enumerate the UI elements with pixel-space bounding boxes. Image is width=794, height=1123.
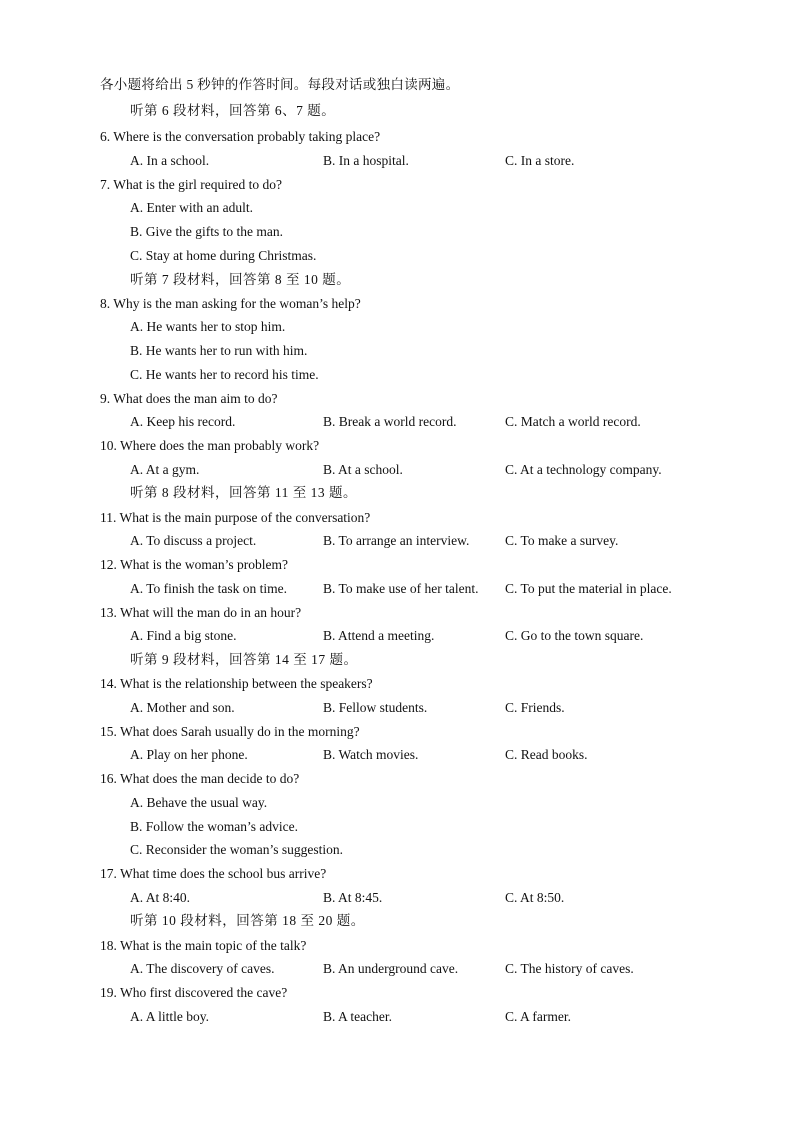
option-7c: C. Stay at home during Christmas. — [130, 248, 317, 263]
option-19b: B. A teacher. — [323, 1009, 392, 1024]
option-19a: A. A little boy. — [130, 1009, 210, 1024]
section-heading-10: 听第 10 段材料，回答第 18 至 20 题。 — [130, 913, 365, 928]
option-16b: B. Follow the woman’s advice. — [130, 819, 298, 834]
option-17c: C. At 8:50. — [505, 890, 565, 905]
option-9a: A. Keep his record. — [130, 414, 236, 429]
section-heading-7: 听第 7 段材料，回答第 8 至 10 题。 — [130, 272, 351, 287]
option-13a: A. Find a big stone. — [130, 628, 237, 643]
question-11: 11. What is the main purpose of the conversation? — [100, 510, 371, 525]
question-7: 7. What is the girl required to do? — [100, 177, 282, 192]
option-6b: B. In a hospital. — [323, 153, 409, 168]
question-8: 8. Why is the man asking for the woman’s help? — [100, 296, 361, 311]
question-12: 12. What is the woman’s problem? — [100, 557, 288, 572]
option-7a: A. Enter with an adult. — [130, 200, 253, 215]
option-11c: C. To make a survey. — [505, 533, 619, 548]
question-13: 13. What will the man do in an hour? — [100, 605, 302, 620]
option-11b: B. To arrange an interview. — [323, 533, 470, 548]
question-17: 17. What time does the school bus arrive? — [100, 866, 327, 881]
option-7b: B. Give the gifts to the man. — [130, 224, 283, 239]
option-8a: A. He wants her to stop him. — [130, 319, 286, 334]
option-6a: A. In a school. — [130, 153, 210, 168]
option-14c: C. Friends. — [505, 700, 565, 715]
question-16: 16. What does the man decide to do? — [100, 771, 300, 786]
option-16a: A. Behave the usual way. — [130, 795, 268, 810]
option-16c: C. Reconsider the woman’s suggestion. — [130, 842, 343, 857]
option-13c: C. Go to the town square. — [505, 628, 644, 643]
question-18: 18. What is the main topic of the talk? — [100, 938, 307, 953]
option-15a: A. Play on her phone. — [130, 747, 248, 762]
option-6c: C. In a store. — [505, 153, 575, 168]
question-14: 14. What is the relationship between the speakers? — [100, 676, 373, 691]
option-14b: B. Fellow students. — [323, 700, 428, 715]
option-13b: B. Attend a meeting. — [323, 628, 435, 643]
section-heading-8: 听第 8 段材料，回答第 11 至 13 题。 — [130, 485, 357, 500]
option-10a: A. At a gym. — [130, 462, 200, 477]
option-18b: B. An underground cave. — [323, 961, 459, 976]
option-12a: A. To finish the task on time. — [130, 581, 288, 596]
option-15c: C. Read books. — [505, 747, 588, 762]
option-9b: B. Break a world record. — [323, 414, 457, 429]
question-15: 15. What does Sarah usually do in the morning? — [100, 724, 360, 739]
instructions-text: 各小题将给出 5 秒钟的作答时间。每段对话或独白读两遍。 — [100, 77, 460, 92]
question-10: 10. Where does the man probably work? — [100, 438, 320, 453]
question-9: 9. What does the man aim to do? — [100, 391, 278, 406]
question-6: 6. Where is the conversation probably taking place? — [100, 129, 381, 144]
option-17b: B. At 8:45. — [323, 890, 383, 905]
option-8b: B. He wants her to run with him. — [130, 343, 308, 358]
option-10b: B. At a school. — [323, 462, 403, 477]
option-10c: C. At a technology company. — [505, 462, 662, 477]
option-15b: B. Watch movies. — [323, 747, 419, 762]
option-19c: C. A farmer. — [505, 1009, 571, 1024]
option-18c: C. The history of caves. — [505, 961, 634, 976]
option-11a: A. To discuss a project. — [130, 533, 257, 548]
option-14a: A. Mother and son. — [130, 700, 235, 715]
option-8c: C. He wants her to record his time. — [130, 367, 319, 382]
option-18a: A. The discovery of caves. — [130, 961, 275, 976]
option-12b: B. To make use of her talent. — [323, 581, 479, 596]
option-17a: A. At 8:40. — [130, 890, 191, 905]
section-heading-9: 听第 9 段材料，回答第 14 至 17 题。 — [130, 652, 358, 667]
section-heading-6: 听第 6 段材料，回答第 6、7 题。 — [130, 103, 336, 118]
option-9c: C. Match a world record. — [505, 414, 641, 429]
question-19: 19. Who first discovered the cave? — [100, 985, 288, 1000]
option-12c: C. To put the material in place. — [505, 581, 672, 596]
